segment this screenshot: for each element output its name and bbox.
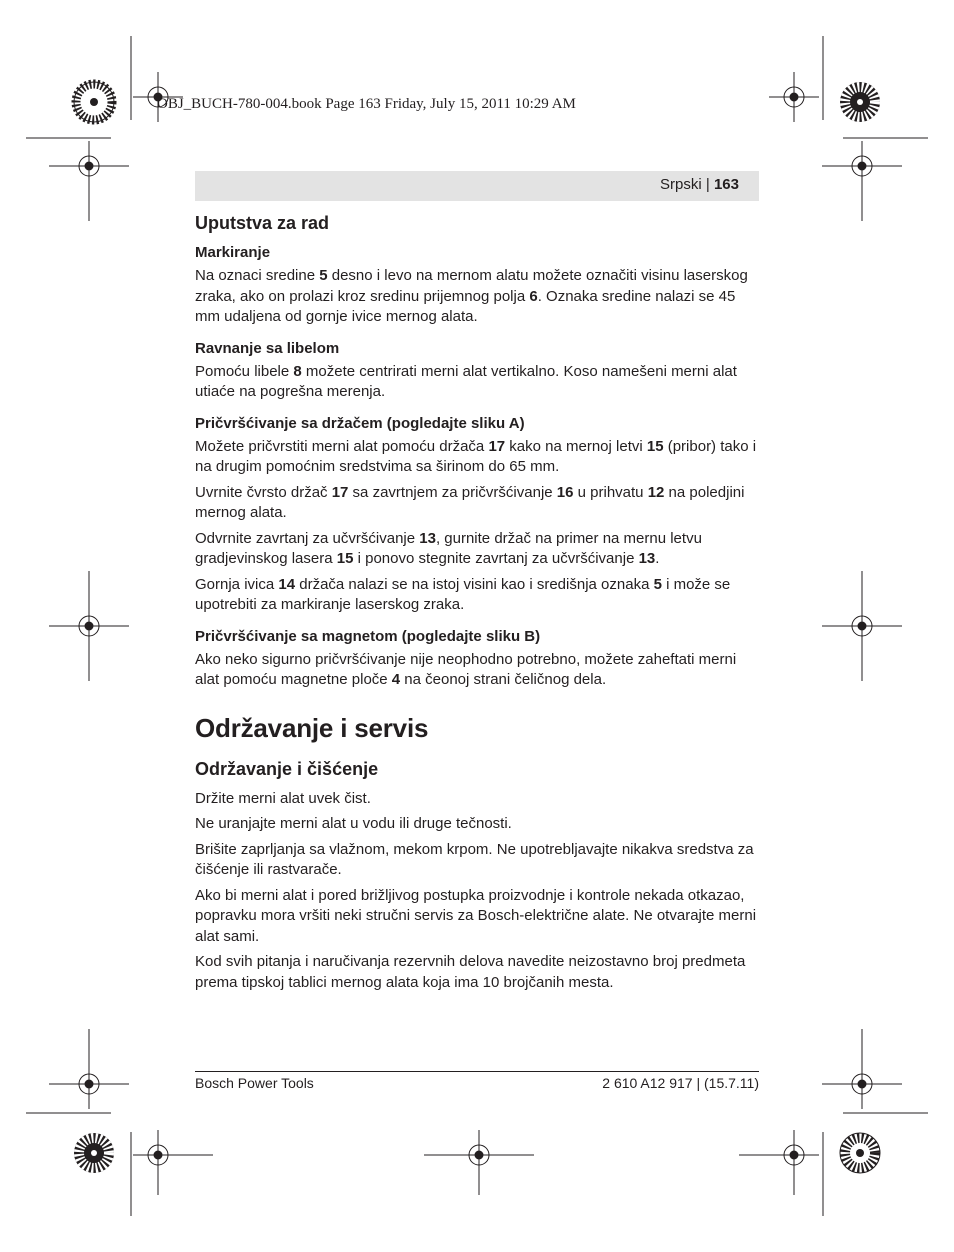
footer-divider xyxy=(195,1071,759,1072)
subsection-heading: Ravnanje sa libelom xyxy=(195,339,340,357)
subsection-heading: Pričvršćivanje sa magnetom (pogledajte sliku B) xyxy=(195,627,541,645)
paragraph: Gornja ivica 14 držača nalazi se na istoj visini kao i središnja oznaka 5 i može se upotrebiti za markiranje laserskog zraka. xyxy=(195,575,731,613)
paragraph: Odvrnite zavrtanj za učvršćivanje 13, gurnite držač na primer na mernu letvu gradjevinskog lasera 15 i ponovo stegnite zavrtanj za učvršćivanje 13. xyxy=(195,529,702,567)
paragraph: Ako bi merni alat i pored brižljivog postupka proizvodnje i kontrole nekada otkazao, popravku mora vršiti neki stručni servis za Bosch-električne alate. Ne otvarajte merni alat sami. xyxy=(195,886,757,945)
paragraph: Na oznaci sredine 5 desno i levo na mernom alatu možete označiti visinu laserskog zraka, ako on prolazi kroz sredinu prijemnog polja 6. Oznaka sredine nalazi se 45 mm udaljena od gornje ivice mernog alata. xyxy=(195,267,748,325)
header-language: Srpski xyxy=(660,176,702,193)
page-number: 163 xyxy=(713,176,739,193)
header-separator: | xyxy=(705,176,710,193)
paragraph: Brišite zaprljanja sa vlažnom, mekom krpom. Ne upotrebljavajte nikakva sredstva za čišćenje ili rastvarače. xyxy=(195,840,754,878)
chapter-title: Održavanje i servis xyxy=(195,712,429,743)
paragraph: Držite merni alat uvek čist. xyxy=(195,789,371,807)
paragraph: Uvrnite čvrsto držač 17 sa zavrtnjem za pričvršćivanje 16 u prihvatu 12 na poledjini mernog alata. xyxy=(195,483,745,521)
subsection-heading: Pričvršćivanje sa držačem (pogledajte sliku A) xyxy=(195,414,525,432)
section-title: Uputstva za rad xyxy=(195,213,330,233)
page-header xyxy=(195,171,759,201)
footer-brand: Bosch Power Tools xyxy=(195,1075,314,1091)
paragraph: Pomoću libele 8 možete centrirati merni alat vertikalno. Koso namešeni merni alat utiaće na pogrešna merenja. xyxy=(195,362,737,400)
header-text xyxy=(660,176,739,193)
subsection-heading: Markiranje xyxy=(195,244,271,261)
section-title: Održavanje i čišćenje xyxy=(195,758,379,779)
paragraph: Ne uranjajte merni alat u vodu ili druge tečnosti. xyxy=(195,815,512,832)
footer-doc-number: 2 610 A12 917 | (15.7.11) xyxy=(602,1075,759,1091)
main-content xyxy=(195,211,761,998)
paragraph: Kod svih pitanja i naručivanja rezervnih delova navedite neizostavno broj predmeta prema tipskoj tablici mernog alata koja ima 10 brojčanih mesta. xyxy=(195,953,746,991)
paragraph: Ako neko sigurno pričvršćivanje nije neophodno potrebno, možete zaheftati merni alat pomoću magnetne ploče 4 na čeonoj strani čeličnog dela. xyxy=(195,650,737,688)
print-slug: OBJ_BUCH-780-004.book Page 163 Friday, July 15, 2011 10:29 AM xyxy=(157,96,576,112)
paragraph: Možete pričvrstiti merni alat pomoću držača 17 kako na mernoj letvi 15 (pribor) tako i na drugim pomoćnim sredstvima sa širinom do 65 mm. xyxy=(195,437,757,475)
